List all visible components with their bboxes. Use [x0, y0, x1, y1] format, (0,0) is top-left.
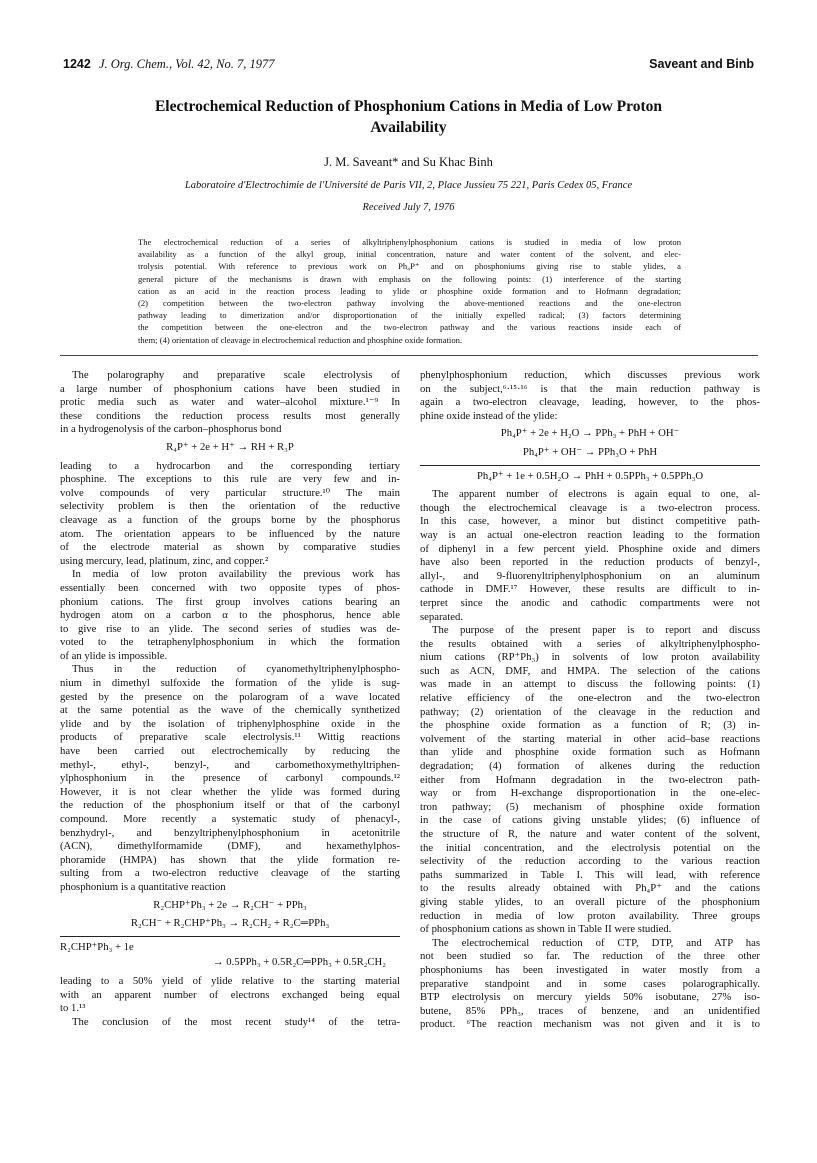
paragraph — [420, 369, 760, 423]
text-line: leading to a 50% yield of ylide relative to the starting material — [60, 974, 400, 987]
text-line: In this case, however, a minor but distinct competitive path- — [420, 515, 760, 528]
text-line: though the electrochemical cleavage is a two-electron process. — [420, 501, 760, 514]
text-line: the initial concentration, and the electrolysis potential on the — [420, 841, 760, 854]
text-line: Thus in the reduction of cyanomethyltriphenylphospho- — [72, 663, 400, 676]
text-line: on the subject,⁶·¹⁵·¹⁶ is that the main reduction pathway is — [420, 382, 760, 395]
text-line: in the case of cations giving unstable ylides; (6) influence of — [420, 814, 760, 827]
text-line: phoramide (HMPA) has shown that the ylide formation re- — [60, 853, 400, 866]
abstract-line: them; (4) orientation of cleavage in electrochemical reduction and phosphine oxide formation. — [138, 334, 463, 345]
text-line: with an apparent number of electrons exchanged being equal — [60, 988, 400, 1001]
text-line: nium in dimethyl sulfoxide the formation of the ylide is sug- — [60, 677, 400, 690]
text-line: hydrogen atom on a carbon α to the phosphorus, hence able — [60, 609, 400, 622]
text-line: The conclusion of the most recent study¹⁴ of the tetra- — [72, 1015, 400, 1028]
text-line: of an ylide is impossible. — [60, 649, 168, 662]
abstract-line: the competition between the one-electron and the two-electron pathway and the various reactions inside each of — [138, 322, 681, 333]
text-line: sulting from a two-electron reductive cleavage of the starting — [60, 867, 400, 880]
paragraph — [420, 937, 760, 1032]
article-title: Electrochemical Reduction of Phosphonium Cations in Media of Low Proton Availability — [154, 98, 663, 136]
text-line: selectivity of the reduction according to the various reaction — [420, 855, 760, 868]
text-line: essentially been concerned with two opposite types of phos- — [60, 581, 400, 594]
text-line: phonium cations. The first group involves cations bearing an — [60, 595, 400, 608]
text-line: in a hydrogenolysis of the carbon–phosphorus bond — [60, 423, 282, 436]
text-line: The apparent number of electrons is again equal to one, al- — [432, 488, 760, 501]
page-number: 1242 — [63, 57, 91, 71]
text-line: volvement of the starting material in other acid–base reactions — [420, 732, 760, 745]
paragraph-intro — [60, 369, 400, 437]
text-line: the reduction of the phosphonium itself or that of the carbonyl — [60, 799, 400, 812]
text-line: paths summarized in Table I. This will lead, with reference — [420, 868, 760, 881]
text-line: benzhydryl-, and benzyltriphenylphosphonium in acetonitrile — [60, 826, 400, 839]
text-line: not been studied so far. The reduction of the three other — [420, 950, 760, 963]
text-line: phosphonium is a quantitative reaction — [60, 880, 226, 893]
text-line: to 1.¹³ — [60, 1002, 86, 1015]
text-line: degradation; (4) formation of alkenes during the reduction — [420, 760, 760, 773]
journal-citation: J. Org. Chem., Vol. 42, No. 7, 1977 — [98, 57, 275, 71]
text-line: (ACN), dimethylformamide (DMF), and hexamethylphos- — [60, 840, 400, 853]
equation: R₂CHP⁺Ph₃ + 2e → R₂CH⁻ + PPh₃ — [153, 898, 307, 911]
abstract-line: availability as a function of the alkyl group, initial concentration, nature and water content of the solvent, and elec- — [138, 249, 681, 260]
running-head — [63, 57, 754, 75]
text-line: these conditions the reduction process results most generally — [60, 409, 400, 422]
paragraph — [60, 460, 400, 569]
text-line: However, it is not clear whether the ylide was formed during — [60, 785, 400, 798]
equation: → 0.5PPh₃ + 0.5R₂C═PPh₃ + 0.5R₂CH₂ — [212, 956, 386, 969]
received-date: Received July 7, 1976 — [362, 202, 455, 213]
paragraph — [60, 568, 400, 663]
running-head-authors: Saveant and Binb — [649, 57, 754, 71]
text-line: giving stable ylides, to an overall picture of the phosphonium — [420, 895, 760, 908]
running-head-left — [63, 57, 275, 72]
text-line: than ylide and phosphine oxide formation such as Hofmann — [420, 746, 760, 759]
equation: Ph₄P⁺ + 1e + 0.5H₂O → PhH + 0.5PPh₃ + 0.5PPh₃O — [476, 469, 704, 482]
equation: R₂CH⁻ + R₂CHP⁺Ph₃ → R₂CH₂ + R₂C═PPh₃ — [130, 917, 330, 930]
text-line: way or from H-exchange disproportionation in the one-elec- — [420, 787, 760, 800]
text-line: gested by the presence on the polarogram of a wave located — [60, 690, 400, 703]
text-line: have also been reported in the reduction products of benzyl-, — [420, 556, 760, 569]
text-line: way is an actual one-electron reaction leading to the formation — [420, 528, 760, 541]
equation-sum-rule — [60, 936, 400, 937]
text-line: volve compounds of very particular structure.¹⁰ The main — [60, 486, 400, 499]
abstract-line: pathway leading to dimerization and/or disproportionation of the initially expelled radical; (3) factors determining — [138, 310, 681, 321]
text-line: butene, 85% PPh₃, traces of benzene, and an unidentified — [420, 1004, 760, 1017]
right-column — [420, 369, 760, 1032]
section-divider — [60, 355, 758, 356]
text-line: was made in an attempt to discuss the following points: (1) — [420, 678, 760, 691]
text-line: relative efficiency of the one-electron and the two-electron — [420, 692, 760, 705]
text-line: such as ACN, DMF, and HMPA. The selection of the cations — [420, 664, 760, 677]
text-line: ylide and by the isolation of triphenylphosphine oxide in the — [60, 717, 400, 730]
abstract-line: general picture of the mechanisms is drawn with emphasis on the following points: (1) interference of the starting — [138, 273, 681, 284]
text-line: reduction in media of low proton availability. Three groups — [420, 909, 760, 922]
text-line: pathway; (2) orientation of the cleavage in the reduction and — [420, 705, 760, 718]
text-line: methyl-, ethyl-, benzyl-, and carbomethoxymethyltriphen- — [60, 758, 400, 771]
paragraph — [60, 1016, 400, 1030]
abstract-line: (2) competition between the two-electron pathway involving the above-mentioned reactions and the one-electron — [138, 298, 681, 309]
author-list: J. M. Saveant* and Su Khac Binh — [324, 155, 493, 169]
text-line: phosphoniums has been investigated in water mostly from a — [420, 963, 760, 976]
text-line: The polarography and preparative scale electrolysis of — [72, 369, 400, 381]
text-line: The purpose of the present paper is to report and discuss — [432, 624, 760, 637]
text-line: protic media such as water and water–alcohol mixture.¹⁻⁹ In — [60, 396, 400, 409]
abstract-line: trolysis potential. With reference to previous work on Ph₄P⁺ and on phosphoniums giving rise to stable ylides, a — [138, 261, 681, 272]
abstract-line: cation as an acid in the reaction process leading to ylide or phosphine oxide formation and to Hofmann degradation; — [138, 285, 681, 296]
text-line: cathode in DMF.¹⁷ However, these results are difficult to in- — [420, 583, 760, 596]
text-line: products of preparative scale electrolysis.¹¹ Wittig reactions — [60, 731, 400, 744]
text-line: either from Hofmann degradation in the two-electron path- — [420, 773, 760, 786]
text-line: atom. The orientation appears to be influenced by the nature — [60, 527, 400, 540]
paragraph — [60, 975, 400, 1016]
text-line: at the same potential as the wave of the chemically synthetized — [60, 704, 400, 717]
text-line: tron pathway; (5) mechanism of phosphine oxide formation — [420, 800, 760, 813]
equation-sum-rule — [420, 465, 760, 466]
text-line: nium cations (RP⁺Ph₃) in solvents of low proton availability — [420, 651, 760, 664]
text-line: selectivity problem is then the orientation of the reductive — [60, 500, 400, 513]
abstract — [138, 236, 681, 346]
equation: Ph₄P⁺ + OH⁻ → PPh₃O + PhH — [522, 445, 658, 458]
equation: R₂CHP⁺Ph₃ + 1e — [60, 940, 134, 953]
text-line: the phosphine oxide formation as a function of R; (3) in- — [420, 719, 760, 732]
text-line: have been carried out electrochemically by reducing the — [60, 745, 400, 758]
text-line: again a two-electron cleavage, leading, however, to the phos- — [420, 396, 760, 409]
text-line: of diphenyl in a few percent yield. Phosphine oxide and dimers — [420, 542, 760, 555]
text-line: compound. More recently a systematic study of phenacyl-, — [60, 813, 400, 825]
left-column — [60, 369, 400, 1029]
paragraph — [420, 624, 760, 937]
text-line: phenylphosphonium reduction, which discusses previous work — [420, 369, 760, 381]
text-line: using mercury, lead, platinum, zinc, and copper.² — [60, 554, 269, 567]
text-line: voted to the tetraphenylphosphonium in which the formation — [60, 636, 400, 649]
text-line: BTP electrolysis on mercury yields 50% isobutane, 27% iso- — [420, 991, 760, 1004]
text-line: cleavage as a function of the groups borne by the phosphorus — [60, 513, 400, 526]
text-line: phosphine. The exceptions to this rule are very few and in- — [60, 473, 400, 486]
equation: Ph₄P⁺ + 2e + H₂O → PPh₃ + PhH + OH⁻ — [500, 427, 680, 440]
text-line: product. ⁶The reaction mechanism was not given and it is to — [420, 1018, 760, 1031]
text-line: phine oxide instead of the ylide: — [420, 409, 558, 422]
text-line: allyl-, and 9-fluorenyltriphenylphosphonium on an aluminum — [420, 569, 760, 582]
text-line: of the electrode material as shown by comparative studies — [60, 541, 400, 554]
abstract-line: The electrochemical reduction of a series of alkyltriphenylphosphonium cations is studied in media of low proton — [138, 237, 681, 247]
text-line: ylphosphonium in the presence of carbonyl compounds.¹² — [60, 772, 400, 785]
text-line: the results obtained with a series of alkyltriphenylphospho- — [420, 637, 760, 650]
text-line: separated. — [420, 610, 464, 623]
text-line: The electrochemical reduction of CTP, DTP, and ATP has — [432, 936, 760, 949]
text-line: the structure of R, the nature and water content of the solvent, — [420, 828, 760, 840]
text-line: of phosphonium cations as shown in Table II were studied. — [420, 923, 672, 936]
text-line: leading to a hydrocarbon and the corresponding tertiary — [60, 459, 400, 472]
text-line: to give rise to an ylide. The second series of studies was de- — [60, 622, 400, 635]
text-line: a large number of phosphonium cations have been studied in — [60, 382, 400, 395]
text-line: In media of low proton availability the previous work has — [72, 568, 400, 581]
text-line: preparative standpoint and in some cases polarographically. — [420, 977, 760, 990]
equation: R₄P⁺ + 2e + H⁺ → RH + R₃P — [166, 440, 294, 453]
paragraph — [60, 663, 400, 894]
affiliation: Laboratoire d'Electrochimie de l'Université de Paris VII, 2, Place Jussieu 75 221, Paris Cedex 05, France — [184, 180, 633, 191]
text-line: terpret since the anodic and cathodic compartments were not — [420, 596, 760, 609]
paragraph — [420, 488, 760, 624]
text-line: to the results already obtained with Ph₄P⁺ and the cations — [420, 882, 760, 895]
